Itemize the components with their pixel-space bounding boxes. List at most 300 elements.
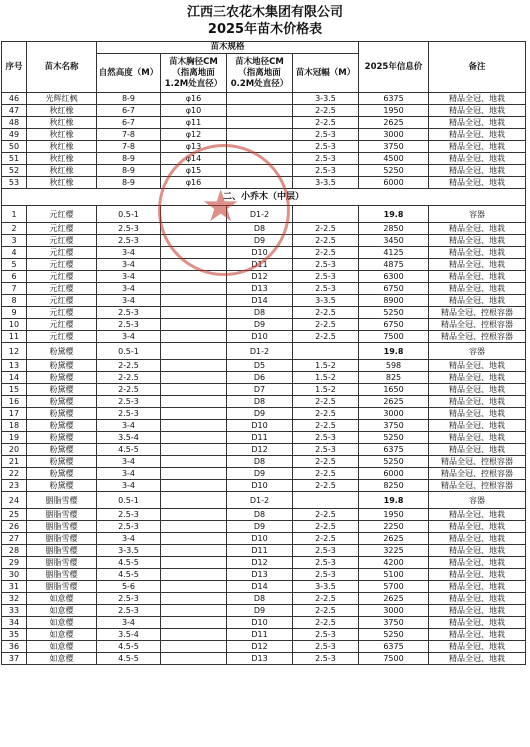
cell-height: 3-4 — [97, 420, 161, 432]
cell-height: 4.5-5 — [97, 444, 161, 456]
table-row — [2, 593, 526, 605]
table-row — [2, 105, 526, 117]
cell-ground — [227, 129, 293, 141]
cell-chest: φ14 — [161, 153, 227, 165]
cell-ground: D9 — [227, 468, 293, 480]
cell-seq: 22 — [2, 468, 27, 480]
cell-name: 元红樱 — [27, 223, 97, 235]
cell-crown: 2-2.5 — [293, 105, 359, 117]
cell-crown: 2.5-3 — [293, 629, 359, 641]
cell-remark: 精品全冠、地栽 — [429, 444, 526, 456]
cell-seq: 1 — [2, 206, 27, 223]
table-row — [2, 283, 526, 295]
cell-crown: 2.5-3 — [293, 165, 359, 177]
table-header — [2, 42, 526, 93]
sheet-subtitle: 2025年苗木价格表 — [207, 22, 323, 37]
cell-chest — [161, 581, 227, 593]
cell-price: 5250 — [359, 629, 429, 641]
cell-ground: D10 — [227, 247, 293, 259]
cell-name: 粉黛樱 — [27, 408, 97, 420]
cell-name: 元红樱 — [27, 271, 97, 283]
cell-ground: D13 — [227, 653, 293, 665]
header-remark: 备注 — [429, 42, 526, 93]
cell-crown — [293, 343, 359, 360]
cell-chest — [161, 283, 227, 295]
cell-name: 元红樱 — [27, 283, 97, 295]
cell-ground: D8 — [227, 456, 293, 468]
cell-ground — [227, 105, 293, 117]
cell-chest — [161, 593, 227, 605]
cell-ground: D5 — [227, 360, 293, 372]
cell-height: 3-4 — [97, 468, 161, 480]
cell-remark: 精品全冠、地栽 — [429, 557, 526, 569]
cell-price: 6000 — [359, 468, 429, 480]
cell-remark: 精品全冠、地栽 — [429, 420, 526, 432]
cell-chest — [161, 509, 227, 521]
cell-name: 粉黛樱 — [27, 372, 97, 384]
cell-crown: 2-2.5 — [293, 117, 359, 129]
header-price: 2025年信息价 — [359, 42, 429, 93]
cell-crown: 1.5-2 — [293, 372, 359, 384]
cell-remark: 精品全冠、地栽 — [429, 235, 526, 247]
cell-remark: 精品全冠、控根容器 — [429, 480, 526, 492]
table-row — [2, 117, 526, 129]
cell-name: 元红樱 — [27, 331, 97, 343]
table-row — [2, 408, 526, 420]
table-row — [2, 259, 526, 271]
table-row — [2, 581, 526, 593]
cell-remark: 精品全冠、地栽 — [429, 581, 526, 593]
cell-price: 6300 — [359, 271, 429, 283]
cell-chest — [161, 372, 227, 384]
cell-height: 3-4 — [97, 331, 161, 343]
table-row — [2, 420, 526, 432]
cell-height: 7-8 — [97, 129, 161, 141]
cell-ground: D10 — [227, 533, 293, 545]
cell-crown: 2.5-3 — [293, 141, 359, 153]
cell-chest — [161, 259, 227, 271]
cell-name: 元红樱 — [27, 307, 97, 319]
cell-ground — [227, 153, 293, 165]
table-row — [2, 319, 526, 331]
cell-seq: 20 — [2, 444, 27, 456]
table-row — [2, 480, 526, 492]
cell-remark: 精品全冠、地栽 — [429, 408, 526, 420]
cell-name: 秋红橡 — [27, 117, 97, 129]
cell-height: 3-4 — [97, 271, 161, 283]
cell-chest — [161, 444, 227, 456]
cell-price: 2850 — [359, 223, 429, 235]
star-icon: ★ — [201, 181, 241, 232]
cell-chest — [161, 545, 227, 557]
table-row — [2, 141, 526, 153]
cell-ground: D12 — [227, 444, 293, 456]
cell-name: 粉黛樱 — [27, 360, 97, 372]
cell-remark: 精品全冠、地栽 — [429, 129, 526, 141]
cell-seq: 32 — [2, 593, 27, 605]
cell-remark: 精品全冠、地栽 — [429, 641, 526, 653]
cell-seq: 47 — [2, 105, 27, 117]
cell-chest — [161, 235, 227, 247]
cell-seq: 31 — [2, 581, 27, 593]
cell-name: 胭脂雪樱 — [27, 492, 97, 509]
header-ground: 苗木地径CM（指离地面0.2M处直径） — [227, 54, 293, 93]
cell-ground — [227, 141, 293, 153]
cell-price: 6375 — [359, 444, 429, 456]
cell-chest — [161, 331, 227, 343]
table-row — [2, 223, 526, 235]
cell-price: 3750 — [359, 420, 429, 432]
cell-height: 4.5-5 — [97, 641, 161, 653]
cell-price: 1950 — [359, 509, 429, 521]
cell-remark: 精品全冠、地栽 — [429, 295, 526, 307]
cell-seq: 25 — [2, 509, 27, 521]
cell-price: 825 — [359, 372, 429, 384]
cell-price: 2625 — [359, 117, 429, 129]
cell-remark: 精品全冠、地栽 — [429, 153, 526, 165]
cell-seq: 48 — [2, 117, 27, 129]
cell-remark: 精品全冠、地栽 — [429, 509, 526, 521]
cell-remark: 精品全冠、地栽 — [429, 283, 526, 295]
table-row — [2, 206, 526, 223]
cell-price: 2625 — [359, 533, 429, 545]
cell-price: 4500 — [359, 153, 429, 165]
cell-seq: 29 — [2, 557, 27, 569]
cell-seq: 12 — [2, 343, 27, 360]
cell-price: 6000 — [359, 177, 429, 189]
cell-remark: 精品全冠、地栽 — [429, 569, 526, 581]
cell-ground: D8 — [227, 509, 293, 521]
cell-crown: 2.5-3 — [293, 153, 359, 165]
cell-name: 胭脂雪樱 — [27, 557, 97, 569]
table-row — [2, 641, 526, 653]
table-row — [2, 307, 526, 319]
cell-height: 6-7 — [97, 117, 161, 129]
cell-ground — [227, 117, 293, 129]
cell-chest: φ15 — [161, 165, 227, 177]
cell-price: 3750 — [359, 617, 429, 629]
cell-height: 3-3.5 — [97, 545, 161, 557]
cell-remark: 精品全冠、控根容器 — [429, 319, 526, 331]
cell-name: 胭脂雪樱 — [27, 569, 97, 581]
cell-remark: 精品全冠、地栽 — [429, 141, 526, 153]
cell-crown — [293, 206, 359, 223]
table-row — [2, 468, 526, 480]
cell-name: 粉黛樱 — [27, 432, 97, 444]
cell-name: 元红樱 — [27, 247, 97, 259]
cell-price: 5250 — [359, 307, 429, 319]
cell-price: 5250 — [359, 432, 429, 444]
cell-crown: 2-2.5 — [293, 420, 359, 432]
cell-name: 元红樱 — [27, 295, 97, 307]
cell-chest — [161, 456, 227, 468]
cell-remark: 精品全冠、地栽 — [429, 177, 526, 189]
cell-remark: 精品全冠、地栽 — [429, 653, 526, 665]
table-row — [2, 569, 526, 581]
cell-ground: D14 — [227, 295, 293, 307]
cell-price: 3000 — [359, 408, 429, 420]
cell-height: 2.5-3 — [97, 593, 161, 605]
section-title: 二、小乔木（中层） — [2, 189, 526, 206]
cell-height: 3.5-4 — [97, 629, 161, 641]
cell-height: 2.5-3 — [97, 319, 161, 331]
header-name: 苗木名称 — [27, 42, 97, 93]
cell-ground: D7 — [227, 384, 293, 396]
cell-price: 5100 — [359, 569, 429, 581]
cell-crown: 3-3.5 — [293, 93, 359, 105]
cell-remark: 精品全冠、地栽 — [429, 605, 526, 617]
cell-crown: 3-3.5 — [293, 295, 359, 307]
cell-height: 5-6 — [97, 581, 161, 593]
cell-name: 光辉红枫 — [27, 93, 97, 105]
cell-name: 如意樱 — [27, 605, 97, 617]
header-spec-group: 苗木规格 — [97, 42, 359, 54]
cell-crown: 2-2.5 — [293, 396, 359, 408]
cell-chest — [161, 206, 227, 223]
cell-seq: 26 — [2, 521, 27, 533]
cell-crown: 2-2.5 — [293, 521, 359, 533]
cell-name: 胭脂雪樱 — [27, 533, 97, 545]
table-row — [2, 177, 526, 189]
header-crown: 苗木冠幅（M） — [293, 54, 359, 93]
cell-height: 8-9 — [97, 177, 161, 189]
table-row — [2, 545, 526, 557]
cell-ground: D9 — [227, 605, 293, 617]
cell-crown — [293, 492, 359, 509]
cell-price: 2250 — [359, 521, 429, 533]
cell-ground: D8 — [227, 223, 293, 235]
cell-remark: 精品全冠、控根容器 — [429, 307, 526, 319]
cell-remark: 精品全冠、地栽 — [429, 545, 526, 557]
cell-ground: D1-2 — [227, 343, 293, 360]
cell-name: 粉黛樱 — [27, 384, 97, 396]
header-height: 自然高度（M） — [97, 54, 161, 93]
table-row — [2, 444, 526, 456]
table-body-part2 — [2, 206, 526, 665]
cell-ground: D9 — [227, 521, 293, 533]
cell-crown: 2.5-3 — [293, 653, 359, 665]
table-body-part1 — [2, 93, 526, 189]
cell-height: 2-2.5 — [97, 372, 161, 384]
header-seq: 序号 — [2, 42, 27, 93]
cell-chest: φ16 — [161, 93, 227, 105]
table-row — [2, 492, 526, 509]
cell-crown: 2-2.5 — [293, 319, 359, 331]
cell-height: 0.5-1 — [97, 206, 161, 223]
cell-name: 胭脂雪樱 — [27, 581, 97, 593]
cell-ground: D8 — [227, 593, 293, 605]
cell-price: 3750 — [359, 141, 429, 153]
cell-price: 4125 — [359, 247, 429, 259]
cell-price: 5700 — [359, 581, 429, 593]
cell-name: 胭脂雪樱 — [27, 509, 97, 521]
table-row — [2, 247, 526, 259]
cell-price: 6375 — [359, 641, 429, 653]
cell-price: 3000 — [359, 129, 429, 141]
cell-remark: 精品全冠、控根容器 — [429, 456, 526, 468]
cell-seq: 37 — [2, 653, 27, 665]
cell-seq: 21 — [2, 456, 27, 468]
cell-crown: 2-2.5 — [293, 468, 359, 480]
cell-ground: D13 — [227, 569, 293, 581]
cell-seq: 16 — [2, 396, 27, 408]
cell-height: 4.5-5 — [97, 569, 161, 581]
cell-ground: D10 — [227, 331, 293, 343]
table-row — [2, 235, 526, 247]
cell-name: 秋红橡 — [27, 153, 97, 165]
cell-seq: 23 — [2, 480, 27, 492]
cell-price: 19.8 — [359, 343, 429, 360]
table-row — [2, 372, 526, 384]
header-chest: 苗木胸径CM（指离地面1.2M处直径） — [161, 54, 227, 93]
cell-height: 8-9 — [97, 93, 161, 105]
cell-ground: D10 — [227, 480, 293, 492]
cell-height: 2.5-3 — [97, 605, 161, 617]
cell-name: 粉黛樱 — [27, 444, 97, 456]
cell-name: 如意樱 — [27, 653, 97, 665]
cell-name: 粉黛樱 — [27, 480, 97, 492]
cell-chest — [161, 307, 227, 319]
cell-crown: 2-2.5 — [293, 307, 359, 319]
cell-crown: 2-2.5 — [293, 235, 359, 247]
cell-ground — [227, 93, 293, 105]
cell-price: 1650 — [359, 384, 429, 396]
cell-remark: 精品全冠、地栽 — [429, 384, 526, 396]
cell-seq: 4 — [2, 247, 27, 259]
cell-crown: 1.5-2 — [293, 384, 359, 396]
cell-ground: D9 — [227, 235, 293, 247]
cell-price: 598 — [359, 360, 429, 372]
cell-height: 3-4 — [97, 247, 161, 259]
cell-chest — [161, 557, 227, 569]
cell-remark: 精品全冠、地栽 — [429, 259, 526, 271]
cell-ground: D12 — [227, 641, 293, 653]
cell-remark: 精品全冠、地栽 — [429, 360, 526, 372]
cell-chest — [161, 641, 227, 653]
cell-remark: 精品全冠、地栽 — [429, 533, 526, 545]
cell-chest — [161, 492, 227, 509]
cell-seq: 15 — [2, 384, 27, 396]
cell-crown: 2-2.5 — [293, 480, 359, 492]
cell-chest — [161, 223, 227, 235]
table-row — [2, 153, 526, 165]
section-row — [2, 189, 526, 206]
cell-ground: D11 — [227, 545, 293, 557]
cell-name: 粉黛樱 — [27, 396, 97, 408]
cell-seq: 36 — [2, 641, 27, 653]
cell-name: 如意樱 — [27, 629, 97, 641]
cell-ground: D9 — [227, 408, 293, 420]
cell-remark: 精品全冠、地栽 — [429, 165, 526, 177]
cell-price: 3225 — [359, 545, 429, 557]
cell-price: 5250 — [359, 456, 429, 468]
cell-ground: D1-2 — [227, 492, 293, 509]
cell-seq: 17 — [2, 408, 27, 420]
cell-remark: 精品全冠、控根容器 — [429, 331, 526, 343]
cell-crown: 2.5-3 — [293, 432, 359, 444]
cell-height: 3.5-4 — [97, 432, 161, 444]
cell-height: 3-4 — [97, 480, 161, 492]
cell-height: 2.5-3 — [97, 396, 161, 408]
cell-remark: 精品全冠、控根容器 — [429, 468, 526, 480]
cell-remark: 容器 — [429, 492, 526, 509]
cell-name: 如意樱 — [27, 641, 97, 653]
cell-height: 8-9 — [97, 153, 161, 165]
cell-crown: 2-2.5 — [293, 331, 359, 343]
table-row — [2, 533, 526, 545]
cell-seq: 10 — [2, 319, 27, 331]
cell-chest — [161, 653, 227, 665]
cell-height: 8-9 — [97, 165, 161, 177]
table-row — [2, 271, 526, 283]
cell-chest — [161, 468, 227, 480]
cell-height: 4.5-5 — [97, 653, 161, 665]
cell-name: 秋红橡 — [27, 177, 97, 189]
cell-ground: D9 — [227, 319, 293, 331]
table-row — [2, 432, 526, 444]
cell-remark: 精品全冠、地栽 — [429, 396, 526, 408]
cell-crown: 2.5-3 — [293, 569, 359, 581]
cell-ground: D11 — [227, 259, 293, 271]
cell-remark: 精品全冠、地栽 — [429, 617, 526, 629]
cell-ground: D8 — [227, 307, 293, 319]
cell-height: 3-4 — [97, 533, 161, 545]
cell-seq: 8 — [2, 295, 27, 307]
cell-chest: φ11 — [161, 117, 227, 129]
cell-ground: D10 — [227, 617, 293, 629]
cell-crown: 2.5-3 — [293, 545, 359, 557]
cell-chest: φ16 — [161, 177, 227, 189]
cell-chest — [161, 569, 227, 581]
cell-price: 6750 — [359, 283, 429, 295]
cell-crown: 2-2.5 — [293, 617, 359, 629]
cell-seq: 7 — [2, 283, 27, 295]
cell-seq: 6 — [2, 271, 27, 283]
cell-seq: 2 — [2, 223, 27, 235]
cell-crown: 2-2.5 — [293, 605, 359, 617]
cell-price: 6375 — [359, 93, 429, 105]
cell-crown: 2.5-3 — [293, 129, 359, 141]
cell-chest — [161, 605, 227, 617]
table-row — [2, 295, 526, 307]
cell-crown: 2.5-3 — [293, 283, 359, 295]
cell-crown: 2.5-3 — [293, 259, 359, 271]
cell-height: 0.5-1 — [97, 492, 161, 509]
cell-height: 2.5-3 — [97, 521, 161, 533]
cell-seq: 18 — [2, 420, 27, 432]
table-row — [2, 617, 526, 629]
cell-price: 8900 — [359, 295, 429, 307]
cell-height: 2.5-3 — [97, 408, 161, 420]
cell-seq: 49 — [2, 129, 27, 141]
cell-remark: 精品全冠、地栽 — [429, 521, 526, 533]
cell-height: 2-2.5 — [97, 384, 161, 396]
table-row — [2, 384, 526, 396]
cell-crown: 3-3.5 — [293, 581, 359, 593]
cell-crown: 1.5-2 — [293, 360, 359, 372]
cell-remark: 精品全冠、地栽 — [429, 223, 526, 235]
cell-ground: D12 — [227, 557, 293, 569]
cell-seq: 35 — [2, 629, 27, 641]
cell-price: 4200 — [359, 557, 429, 569]
cell-seq: 50 — [2, 141, 27, 153]
cell-remark: 精品全冠、地栽 — [429, 247, 526, 259]
cell-price: 6750 — [359, 319, 429, 331]
cell-chest — [161, 360, 227, 372]
cell-height: 2.5-3 — [97, 235, 161, 247]
cell-name: 如意樱 — [27, 617, 97, 629]
cell-price: 19.8 — [359, 206, 429, 223]
